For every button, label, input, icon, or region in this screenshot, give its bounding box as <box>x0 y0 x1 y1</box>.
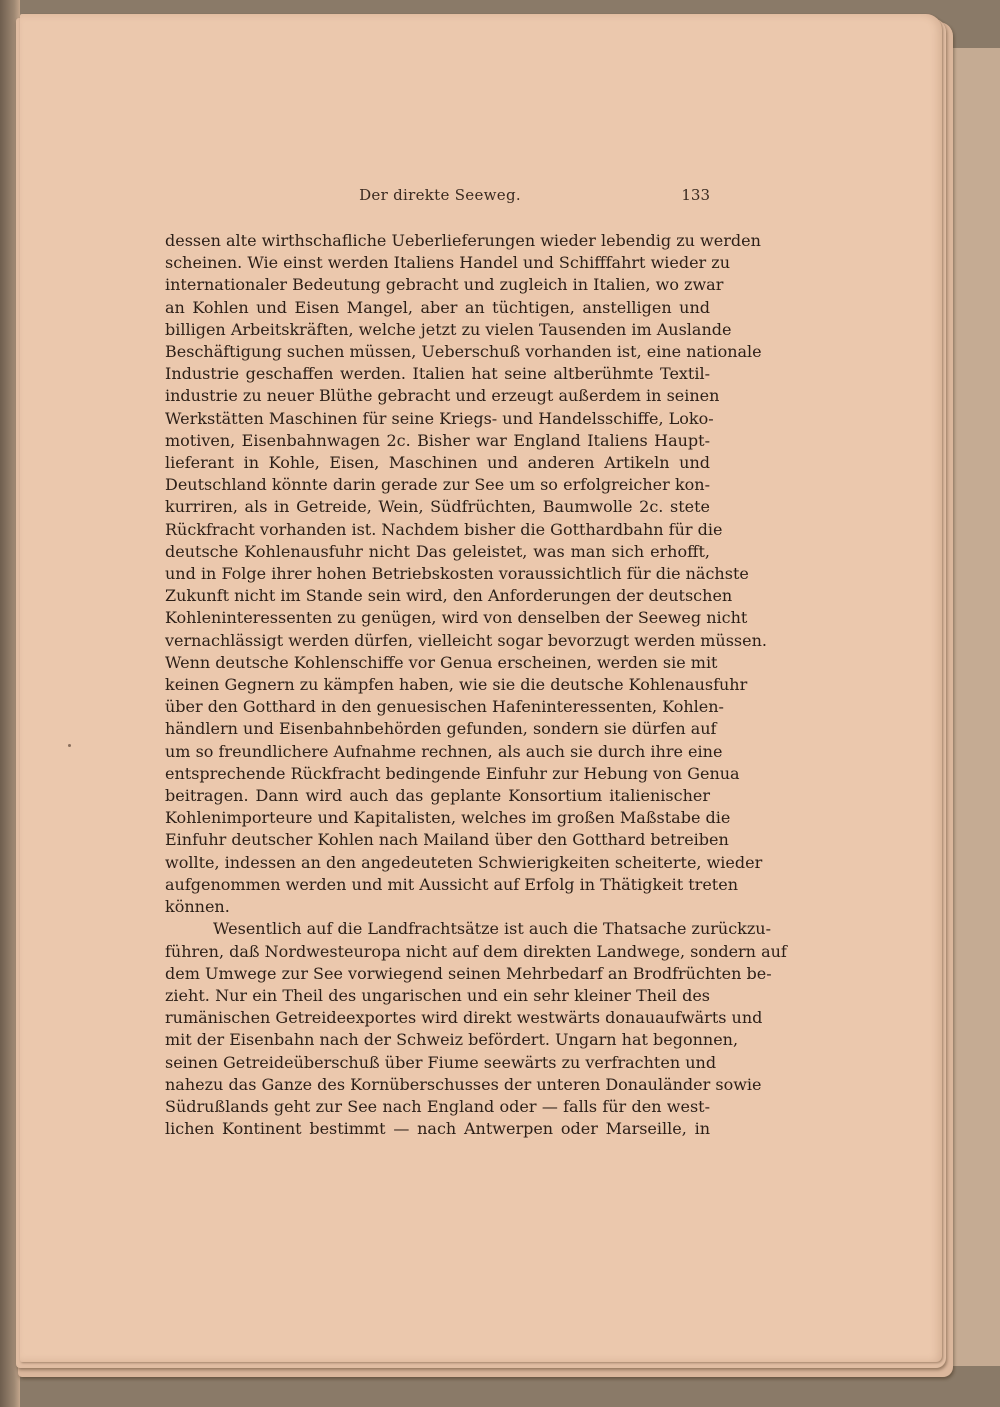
text-line: lichen Kontinent bestimmt — nach Antwerpen oder Marseille, in <box>165 1119 710 1139</box>
text-line: Wenn deutsche Kohlenschiffe vor Genua erscheinen, werden sie mit <box>165 652 718 672</box>
text-line: nahezu das Ganze des Kornüberschusses der unteren Donauländer sowie <box>165 1074 762 1094</box>
text-line: um so freundlichere Aufnahme rechnen, als auch sie durch ihre eine <box>165 741 723 761</box>
text-line: händlern und Eisenbahnbehörden gefunden, sondern sie dürfen auf <box>165 719 717 739</box>
text-line: über den Gotthard in den genuesischen Hafeninteressenten, Kohlen- <box>165 697 724 717</box>
paper-spot <box>68 744 71 747</box>
text-line: Werkstätten Maschinen für seine Kriegs- und Handelsschiffe, Loko- <box>165 408 714 428</box>
text-line: vernachlässigt werden dürfen, vielleicht sogar bevorzugt werden müssen. <box>165 630 767 650</box>
body-text <box>165 230 787 1140</box>
text-line: deutsche Kohlenausfuhr nicht Das geleistet, was man sich erhofft, <box>165 541 710 561</box>
text-line: mit der Eisenbahn nach der Schweiz befördert. Ungarn hat begonnen, <box>165 1030 739 1050</box>
text-line: rumänischen Getreideexportes wird direkt westwärts donauaufwärts und <box>165 1008 763 1028</box>
text-line: seinen Getreideüberschuß über Fiume seewärts zu verfrachten und <box>165 1052 717 1072</box>
page-number: 133 <box>681 186 710 204</box>
text-line: Rückfracht vorhanden ist. Nachdem bisher die Gotthardbahn für die <box>165 519 723 539</box>
text-line: Einfuhr deutscher Kohlen nach Mailand über den Gotthard betreiben <box>165 830 729 850</box>
running-title: Der direkte Seeweg. <box>359 186 521 204</box>
text-line: Südrußlands geht zur See nach England oder — falls für den west- <box>165 1096 710 1116</box>
text-line: Deutschland könnte darin gerade zur See um so erfolgreicher kon- <box>165 475 710 495</box>
text-line: wollte, indessen an den angedeuteten Schwierigkeiten scheiterte, wieder <box>165 852 763 872</box>
text-line: lieferant in Kohle, Eisen, Maschinen und anderen Artikeln und <box>165 453 710 473</box>
text-line: können. <box>165 897 230 917</box>
text-line: und in Folge ihrer hohen Betriebskosten voraussichtlich für die nächste <box>165 564 749 584</box>
text-line: führen, daß Nordwesteuropa nicht auf dem direkten Landwege, sondern auf <box>165 941 787 961</box>
text-line: keinen Gegnern zu kämpfen haben, wie sie die deutsche Kohlenausfuhr <box>165 675 748 695</box>
text-line: zieht. Nur ein Theil des ungarischen und ein sehr kleiner Theil des <box>165 985 710 1005</box>
text-line: industrie zu neuer Blüthe gebracht und erzeugt außerdem in seinen <box>165 386 720 406</box>
text-line: kurriren, als in Getreide, Wein, Südfrüchten, Baumwolle 2c. stete <box>165 497 710 517</box>
text-line: an Kohlen und Eisen Mangel, aber an tüchtigen, anstelligen und <box>165 297 710 317</box>
text-line: aufgenommen werden und mit Aussicht auf Erfolg in Thätigkeit treten <box>165 874 738 894</box>
text-line: Industrie geschaffen werden. Italien hat seine altberühmte Textil- <box>165 364 710 384</box>
text-line: motiven, Eisenbahnwagen 2c. Bisher war England Italiens Haupt- <box>165 430 710 450</box>
text-line: dessen alte wirthschafliche Ueberlieferungen wieder lebendig zu werden <box>165 231 761 250</box>
text-line: scheinen. Wie einst werden Italiens Handel und Schifffahrt wieder zu <box>165 253 731 273</box>
text-line: Kohlenimporteure und Kapitalisten, welches im großen Maßstabe die <box>165 808 731 828</box>
text-line: entsprechende Rückfracht bedingende Einfuhr zur Hebung von Genua <box>165 763 740 783</box>
running-header <box>170 186 710 210</box>
text-line: beitragen. Dann wird auch das geplante Konsortium italienischer <box>165 786 710 806</box>
text-line: Kohleninteressenten zu genügen, wird von denselben der Seeweg nicht <box>165 608 748 628</box>
text-line: Beschäftigung suchen müssen, Ueberschuß vorhanden ist, eine nationale <box>165 342 762 362</box>
text-line: dem Umwege zur See vorwiegend seinen Mehrbedarf an Brodfrüchten be- <box>165 963 772 983</box>
text-line: Wesentlich auf die Landfrachtsätze ist auch die Thatsache zurückzu- <box>213 919 772 939</box>
text-line: internationaler Bedeutung gebracht und zugleich in Italien, wo zwar <box>165 275 724 295</box>
text-line: Zukunft nicht im Stande sein wird, den Anforderungen der deutschen <box>165 586 733 606</box>
text-line: billigen Arbeitskräften, welche jetzt zu vielen Tausenden im Auslande <box>165 319 732 339</box>
